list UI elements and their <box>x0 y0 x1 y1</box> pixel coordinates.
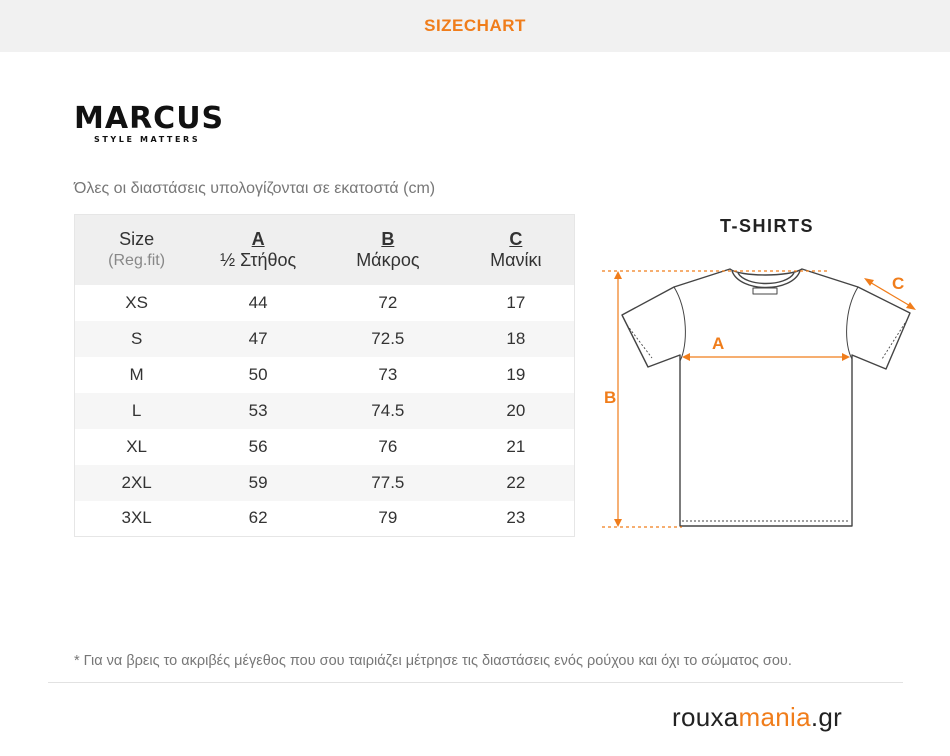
length-cell: 79 <box>378 508 398 528</box>
size-cell: XS <box>125 292 148 312</box>
column-label-length: Μάκρος <box>356 249 420 270</box>
page-title: SIZECHART <box>424 16 526 35</box>
site-logo-part3: .gr <box>810 702 843 732</box>
length-column-header <box>318 215 458 285</box>
chest-cell: 50 <box>248 364 268 384</box>
table-row <box>75 357 575 393</box>
measure-label-c: C <box>892 274 905 293</box>
size-cell: 3XL <box>121 508 152 528</box>
table-header-row <box>75 215 575 285</box>
sleeve-cell: 18 <box>506 328 526 348</box>
length-cell: 76 <box>378 436 398 456</box>
diagram-title: T-SHIRTS <box>720 216 815 236</box>
footnote-text: * Για να βρεις το ακριβές μέγεθος που σου ταιριάζει μέτρησε τις διαστάσεις ενός ρούχου και όχι το σώματος σου. <box>74 653 792 669</box>
sleeve-cell: 19 <box>506 364 526 384</box>
chest-cell: 44 <box>248 292 268 312</box>
chest-cell: 62 <box>248 508 268 528</box>
length-cell: 74.5 <box>371 400 405 420</box>
chest-cell: 53 <box>248 400 268 420</box>
size-table <box>74 214 575 537</box>
column-letter-c: C <box>509 228 523 249</box>
measure-label-b: B <box>604 388 617 407</box>
sleeve-cell: 21 <box>506 436 526 456</box>
measure-label-a: A <box>712 334 725 353</box>
table-row <box>75 429 575 465</box>
column-letter-b: B <box>381 228 395 249</box>
site-logo <box>672 702 842 733</box>
length-cell: 73 <box>378 364 398 384</box>
site-logo-part1: rouxa <box>672 702 739 732</box>
tshirt-icon <box>590 255 930 545</box>
size-cell: M <box>129 364 144 384</box>
table-row <box>75 321 575 357</box>
length-cell: 72.5 <box>371 328 405 348</box>
length-cell: 77.5 <box>371 472 405 492</box>
table-row <box>75 285 575 321</box>
chest-cell: 56 <box>248 436 268 456</box>
size-cell: 2XL <box>121 472 152 492</box>
logo-tagline: STYLE MATTERS <box>94 135 201 144</box>
header-bar <box>0 0 950 52</box>
logo-name: MARCUS <box>74 101 225 136</box>
intro-text: Όλες οι διαστάσεις υπολογίζονται σε εκατοστά (cm) <box>74 180 436 197</box>
sleeve-cell: 23 <box>506 508 526 528</box>
size-column-header <box>75 215 199 285</box>
brand-logo <box>74 101 225 146</box>
sleeve-cell: 17 <box>506 292 526 312</box>
size-cell: L <box>131 400 142 420</box>
sleeve-cell: 20 <box>506 400 526 420</box>
length-cell: 72 <box>378 292 398 312</box>
sleeve-cell: 22 <box>506 472 526 492</box>
size-header-label: Size <box>119 228 155 249</box>
chest-column-header <box>198 215 318 285</box>
fit-label: (Reg.fit) <box>108 251 166 269</box>
size-cell: XL <box>126 436 148 456</box>
tshirt-outline <box>622 269 910 526</box>
size-cell: S <box>130 328 143 348</box>
chest-cell: 59 <box>248 472 268 492</box>
table-row <box>75 393 575 429</box>
table-row <box>75 465 575 501</box>
table-row <box>75 501 575 537</box>
column-letter-a: A <box>251 228 265 249</box>
sleeve-column-header <box>458 215 575 285</box>
site-logo-part2: mania <box>738 702 811 732</box>
footer-divider <box>48 682 903 683</box>
chest-cell: 47 <box>248 328 268 348</box>
column-label-chest: ½ Στήθος <box>220 249 297 270</box>
column-label-sleeve: Μανίκι <box>490 249 542 270</box>
